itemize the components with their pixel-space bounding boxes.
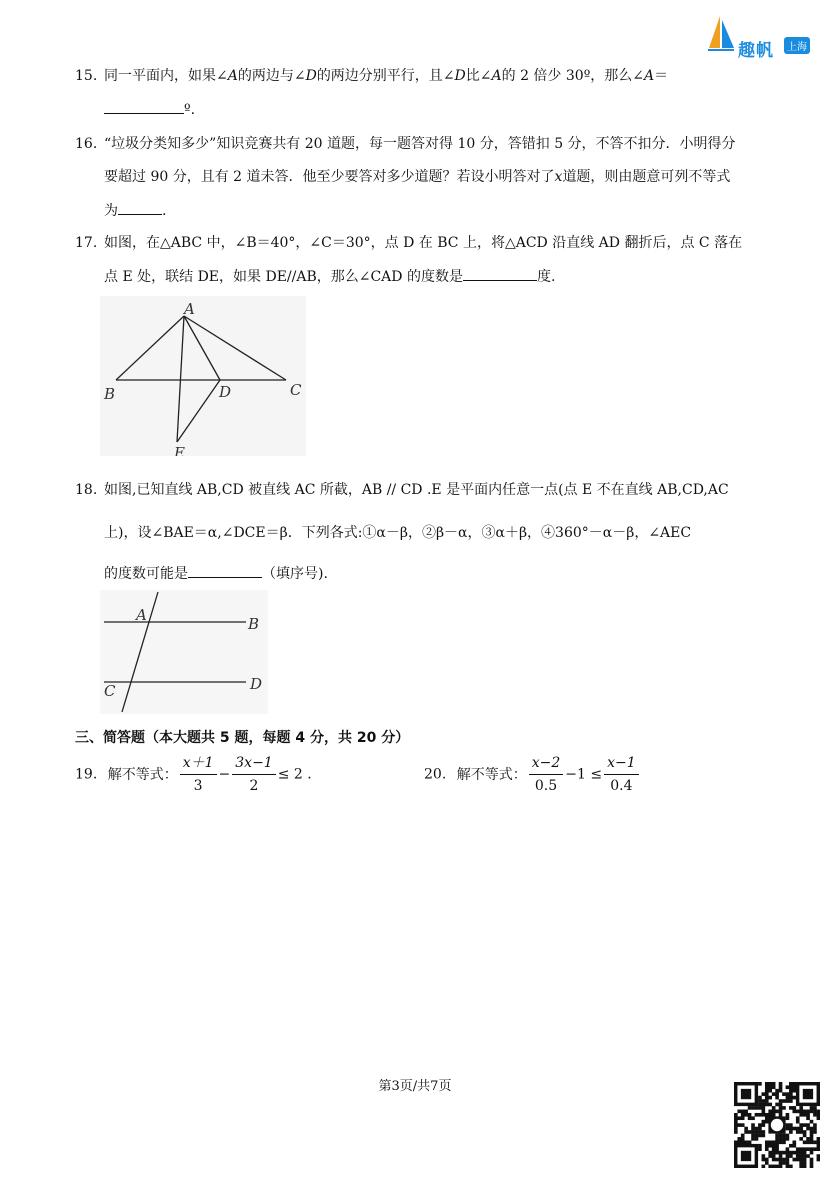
q16-number: 16. — [75, 136, 98, 152]
question-19 — [75, 752, 312, 797]
q15-text-a: 同一平面内，如果 — [104, 68, 216, 84]
q18-line1: 如图,已知直线 AB,CD 被直线 AC 所截，AB // CD .E 是平面内任意一点(点 E 不在直线 AB,CD,AC — [104, 482, 729, 498]
q15-text-f: ＝ — [654, 68, 669, 84]
q19-fraction-2-numerator: 3x−1 — [232, 752, 275, 775]
q17-triangle-figure — [100, 296, 306, 456]
q15-line1 — [104, 66, 668, 86]
q15-text-d: 比 — [465, 68, 480, 84]
q16-text-b: 道题，则由题意可列不等式 — [562, 169, 731, 185]
q17-text-b: 度. — [536, 269, 556, 285]
q20-fraction-2-numerator: x−1 — [604, 752, 639, 775]
q20-mid: −1 ≤ — [565, 766, 603, 783]
brand-name: 趣帆 — [738, 41, 774, 61]
q18-label-a: A — [136, 606, 147, 624]
q19-label: 解不等式： — [107, 766, 178, 783]
q17-label-a: A — [184, 300, 195, 318]
q16-variable-x: x — [554, 169, 563, 185]
q18-line3 — [104, 563, 328, 584]
q20-label: 解不等式： — [456, 766, 527, 783]
q15-text-c: 的两边分别平行，且 — [316, 68, 443, 84]
q18-text-a: 的度数可能是 — [104, 566, 188, 582]
q16-line3 — [104, 200, 166, 221]
q20-fraction-2-denominator: 0.4 — [610, 778, 633, 794]
q15-angle-d2: ∠D — [442, 68, 466, 84]
q19-minus: − — [218, 766, 231, 783]
q18-line2: 上)，设∠BAE＝α,∠DCE＝β．下列各式:①α－β，②β－α，③α＋β，④360°－α－β，∠AEC — [104, 525, 692, 541]
q20-fraction-2 — [604, 752, 639, 797]
question-20 — [424, 752, 641, 797]
brand-logo — [706, 14, 818, 61]
q19-fraction-2-denominator: 2 — [249, 778, 259, 794]
q18-label-b: B — [248, 615, 260, 633]
q17-label-c: C — [290, 381, 302, 399]
q17-label-d: D — [219, 383, 232, 401]
q19-tail: ≤ 2 . — [277, 766, 312, 783]
q16-answer-blank[interactable] — [118, 200, 162, 215]
q18-parallel-lines-figure — [100, 590, 268, 714]
q15-angle-a3: ∠A — [632, 68, 655, 84]
q19-fraction-1-denominator: 3 — [193, 778, 203, 794]
page-footer: 第3页/共7页 — [378, 1079, 452, 1094]
q19-fraction-2 — [232, 752, 275, 797]
q17-label-b: B — [104, 385, 116, 403]
q15-text-b: 的两边与 — [237, 68, 294, 84]
q15-answer-blank[interactable] — [104, 99, 184, 114]
q15-line2 — [104, 99, 195, 120]
q20-fraction-1-numerator: x−2 — [529, 752, 564, 775]
q19-fraction-1-numerator: x＋1 — [180, 752, 217, 775]
q16-text-c: 为 — [104, 203, 118, 219]
q15-angle-a2: ∠A — [479, 68, 502, 84]
q15-angle-a: ∠A — [216, 68, 238, 84]
q16-text-d: . — [162, 203, 167, 219]
q16-text-a: 要超过 90 分，且有 2 道未答．他至少要答对多少道题？若设小明答对了 — [104, 169, 555, 185]
q17-label-e: E — [174, 444, 185, 456]
q17-line1: 如图，在△ABC 中，∠B＝40°，∠C＝30°，点 D 在 BC 上，将△ACD 沿直线 AD 翻折后，点 C 落在 — [104, 235, 743, 251]
q16-line2 — [104, 167, 730, 187]
q15-line2-end: º. — [184, 102, 196, 118]
q19-number: 19. — [75, 766, 98, 783]
q17-line2 — [104, 266, 555, 287]
q20-fraction-1 — [529, 752, 564, 797]
q18-label-d: D — [250, 675, 263, 693]
q15-angle-d: ∠D — [293, 68, 317, 84]
q20-fraction-1-denominator: 0.5 — [534, 778, 558, 794]
brand-badge: 上海 — [784, 37, 810, 54]
q17-answer-blank[interactable] — [463, 266, 537, 281]
q17-text-a: 点 E 处，联结 DE，如果 DE//AB，那么∠CAD 的度数是 — [104, 269, 463, 285]
q15-text-e: 的 2 倍少 30º，那么 — [501, 68, 633, 84]
q20-number: 20. — [424, 766, 447, 783]
q18-label-c: C — [104, 682, 116, 700]
q19-fraction-1 — [180, 752, 217, 797]
q16-line1: “垃圾分类知多少”知识竞赛共有 20 道题，每一题答对得 10 分，答错扣 5 分，不答不扣分．小明得分 — [104, 136, 736, 152]
q18-number: 18. — [75, 482, 98, 498]
section-3-heading: 三、简答题（本大题共 5 题，每题 4 分，共 20 分） — [75, 730, 410, 746]
qr-code-icon — [734, 1082, 820, 1168]
q18-answer-blank[interactable] — [188, 563, 262, 578]
q18-text-b: （填序号). — [262, 566, 328, 582]
q17-number: 17. — [75, 235, 98, 251]
sailboat-logo-icon — [706, 14, 736, 54]
q15-number: 15. — [75, 68, 98, 84]
